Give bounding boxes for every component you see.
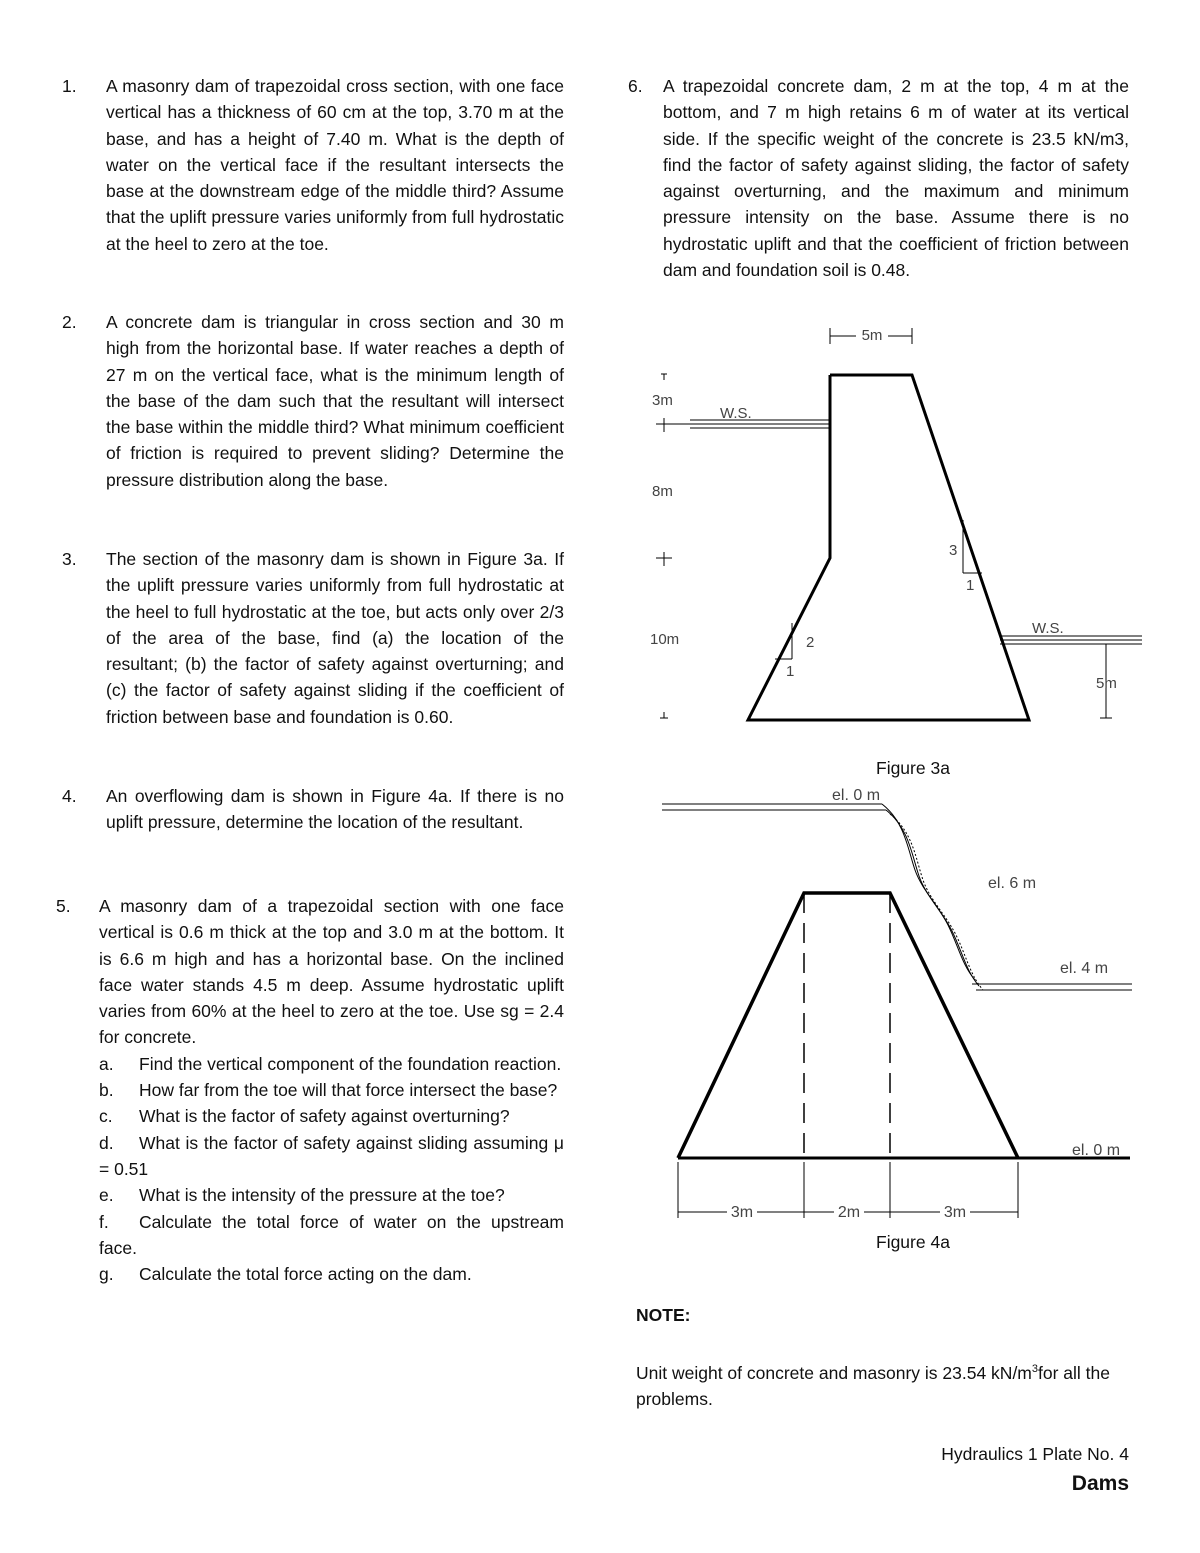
sub-key: d.	[99, 1132, 114, 1153]
problem-number: 1.	[62, 76, 77, 96]
label-5m-right: 5m	[1096, 675, 1117, 692]
note-superscript: 3	[1031, 1363, 1039, 1375]
figure-3a-caption: Figure 3a	[876, 758, 950, 778]
figure-4a	[662, 804, 1132, 1221]
label-ws-left: W.S.	[720, 405, 752, 422]
problem-text: A masonry dam of trapezoidal cross section, with one face vertical has a thickness of 60 cm at the top, 3.70 m at the base, and has a height of 7.40 m. What is the depth of water on the vertical face if the resultant intersects the base at the downstream edge of the middle third? Assume that the uplift pressure varies uniformly from full hydrostatic at the heel to zero at the toe.	[106, 76, 564, 254]
footer-topic: Dams	[1071, 1472, 1129, 1495]
sub-key: f.	[99, 1211, 109, 1232]
label-dim-right: 3m	[943, 1204, 967, 1221]
sub-text: What is the intensity of the pressure at the toe?	[139, 1185, 505, 1206]
sub-text: Find the vertical component of the foundation reaction.	[139, 1053, 562, 1074]
problem-text: A concrete dam is triangular in cross section and 30 m high from the horizontal base. If water reaches a depth of 27 m on the vertical face, what is the minimum length of the base of the dam such that the resultant will intersect the base within the middle third? What minimum coefficient of friction is required to prevent sliding? Determine the pressure distribution along the base.	[106, 312, 564, 490]
sub-key: e.	[99, 1185, 114, 1206]
note-title: NOTE:	[636, 1305, 691, 1325]
label-dim-mid: 2m	[837, 1204, 861, 1221]
problem-number: 3.	[62, 549, 77, 569]
figure-4a-caption: Figure 4a	[876, 1232, 950, 1252]
problem-text: A trapezoidal concrete dam, 2 m at the top, 4 m at the bottom, and 7 m high retains 6 m of water at its vertical side. If the specific weight of the concrete is 23.5 kN/m3, find the factor of safety against sliding, the factor of safety against overturning, and the maximum and minimum pressure intensity on the base. Assume there is no hydrostatic uplift and that the coefficient of friction between dam and foundation soil is 0.48.	[663, 76, 1129, 281]
label-el-4: el. 4 m	[1060, 960, 1109, 977]
problem-text: An overflowing dam is shown in Figure 4a. If there is no uplift pressure, determine the location of the resultant.	[106, 786, 564, 833]
problem-text: The section of the masonry dam is shown in Figure 3a. If the uplift pressure varies uniformly from full hydrostatic at the heel to full hydrostatic at the toe, but acts only over 2/3 of the area of the base, find (a) the location of the resultant; (b) the factor of safety against overturning; and (c) the factor of safety against sliding if the coefficient of friction between base and foundation is 0.60.	[106, 549, 564, 727]
problem-number: 5.	[56, 896, 71, 916]
label-upstream-h: 1	[786, 663, 795, 680]
note-text-end: for all the problems.	[636, 1362, 1110, 1410]
label-downstream-h: 1	[966, 577, 975, 594]
label-el-6: el. 6 m	[988, 875, 1037, 892]
problem-number: 2.	[62, 312, 77, 332]
note-text: Unit weight of concrete and masonry is 23.54 kN/m	[636, 1362, 1032, 1383]
sub-text: Calculate the total force of water on the upstream face.	[99, 1211, 564, 1258]
label-ws-right: W.S.	[1032, 620, 1064, 637]
problem-number: 6.	[628, 76, 643, 96]
sub-text: Calculate the total force acting on the dam.	[139, 1264, 472, 1285]
label-8m: 8m	[652, 483, 673, 500]
label-el-top: el. 0 m	[832, 787, 881, 804]
sub-text: How far from the toe will that force intersect the base?	[139, 1080, 558, 1101]
sub-key: c.	[99, 1106, 113, 1127]
figure-4a-labels	[731, 787, 1120, 1221]
sub-key: b.	[99, 1080, 114, 1101]
problem-5-intro: A masonry dam of a trapezoidal section with one face vertical is 0.6 m thick at the top and 3.0 m at the bottom. It is 6.6 m high and has a horizontal base. On the inclined face water stands 4.5 m deep. Assume hydrostatic uplift varies from 60% at the heel to zero at the toe. Use sg = 2.4 for concrete.	[99, 896, 564, 1048]
dam-4a-outline	[678, 893, 1018, 1158]
sub-key: g.	[99, 1264, 114, 1285]
sub-text: What is the factor of safety against overturning?	[139, 1106, 510, 1127]
figure-3a-labels	[650, 327, 1117, 692]
problem-number: 4.	[62, 786, 77, 806]
label-el-base: el. 0 m	[1072, 1142, 1121, 1159]
sub-key: a.	[99, 1053, 114, 1074]
label-10m: 10m	[650, 631, 680, 648]
sub-text: What is the factor of safety against sliding assuming μ = 0.51	[99, 1132, 564, 1179]
label-dim-left: 3m	[730, 1204, 754, 1221]
label-downstream-v: 3	[949, 542, 958, 559]
note-body	[636, 1356, 1136, 1412]
label-top-width: 5m	[861, 327, 883, 344]
label-upstream-v: 2	[806, 634, 815, 651]
figure-3a	[656, 325, 1142, 720]
footer-course: Hydraulics 1 Plate No. 4	[941, 1444, 1129, 1464]
label-3m: 3m	[652, 392, 673, 409]
